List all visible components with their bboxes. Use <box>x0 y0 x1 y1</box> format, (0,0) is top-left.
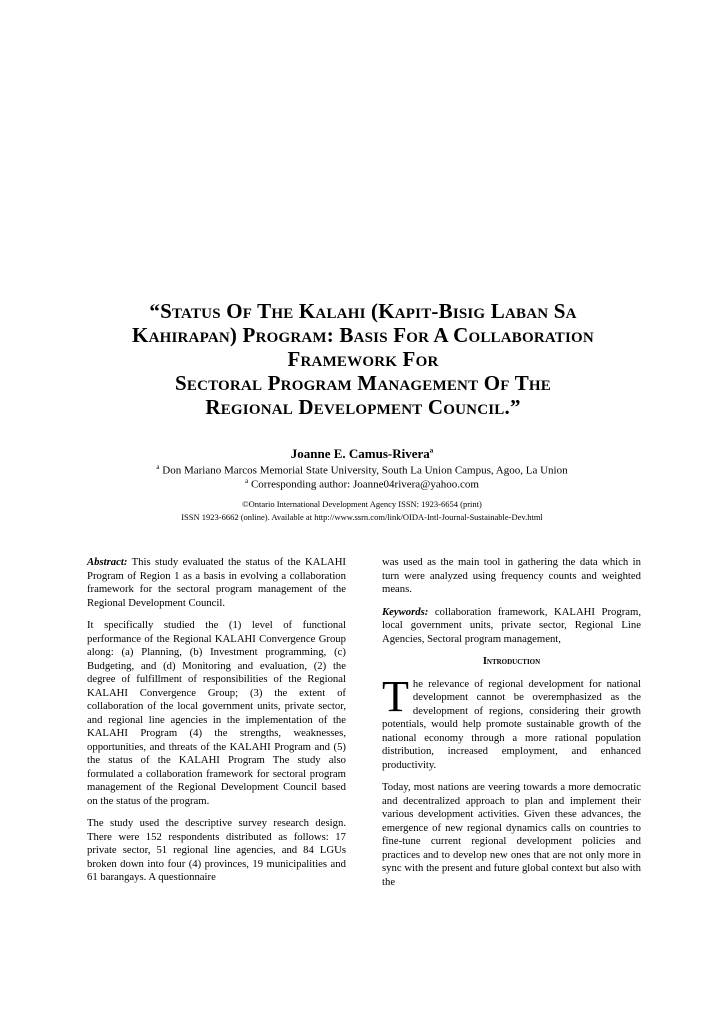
keywords: Keywords: collaboration framework, KALAHI Program, local government units, private sector, Regional Line Agencies, Sectoral program management, <box>382 605 641 645</box>
corresponding-mark: a <box>245 477 249 485</box>
right-column <box>382 556 641 898</box>
affiliation <box>0 463 724 477</box>
abstract-paragraph: It specifically studied the (1) level of functional performance of the Regional KALAHI Convergence Group along: (a) Planning, (b) Investment programming, (c) Budgeting, and (d) Monitoring and evaluation, (2) the degree of fulfillment of responsibilities of the Regional KALAHI Convergence Group; (3) the extent of collaboration of the local government units, private sector, and regional line agencies in the implementation of the KALAHI Program (4) the strengths, weaknesses, opportunities, and threats of the KALAHI Program and (5) the status of the KALAHI Program The study also formulated a collaboration framework for sectoral program management of the Regional Development Council based on the status of the program. <box>87 619 346 807</box>
title-line: Framework For <box>287 347 439 371</box>
drop-cap: T <box>382 671 409 721</box>
title-line: Kahirapan) Program: Basis For A Collaboration <box>132 323 594 347</box>
title-line: Sectoral Program Management Of The <box>175 371 551 395</box>
affiliation-text: Don Mariano Marcos Memorial State University, South La Union Campus, Agoo, La Union <box>162 464 568 477</box>
author-name: Joanne E. Camus-Rivera <box>290 446 430 461</box>
intro-paragraph: The relevance of regional development for national development cannot be overemphasized as the development of regions, considering their growth potentials, would help promote sustainable growth of the national economy through a more rational population distribution, increased employment, and enhanced productivity. <box>382 671 641 771</box>
abstract-paragraph: Abstract: This study evaluated the status of the KALAHI Program of Region 1 as a basis in evolving a collaboration framework for the sectoral program management of the Regional Development Council. <box>87 556 346 609</box>
copyright-line: ©Ontario International Development Agency ISSN: 1923-6654 (print) <box>242 499 482 509</box>
intro-paragraph: Today, most nations are veering towards a more democratic and decentralized approach to plan and implement their various development activities. Given these advances, the emergence of new regional dynamics calls on countries to fine-tune current regional development policies and practices and to develop new ones that are not only more in sync with the present and future global context but also with the <box>382 781 641 888</box>
corresponding-author <box>0 477 724 491</box>
abstract-label: Abstract: <box>87 556 128 568</box>
title-line: “Status Of The Kalahi (Kapit-Bisig Laban Sa <box>149 299 577 323</box>
left-column <box>87 556 346 894</box>
title-line: Regional Development Council.” <box>205 395 521 419</box>
abstract-paragraph: The study used the descriptive survey research design. There were 152 respondents distributed as follows: 17 private sector, 51 regional line agencies, and 84 LGUs broken down into four (4) provinces, 19 municipalities and 61 barangays. A questionnaire <box>87 817 346 883</box>
author <box>0 446 724 462</box>
corresponding-text: Corresponding author: Joanne04rivera@yahoo.com <box>250 478 479 491</box>
author-mark: a <box>429 446 434 455</box>
issn-line: ISSN 1923-6662 (online). Available at http://www.ssrn.com/link/OIDA-Intl-Journal-Sustainable-Dev.html <box>181 512 543 522</box>
keywords-label: Keywords: <box>382 605 429 618</box>
section-heading: Introduction <box>482 656 541 667</box>
paper-title <box>90 299 636 419</box>
affiliation-mark: a <box>156 463 160 471</box>
abstract-paragraph: was used as the main tool in gathering the data which in turn were analyzed using frequency counts and weighted means. <box>382 556 641 595</box>
